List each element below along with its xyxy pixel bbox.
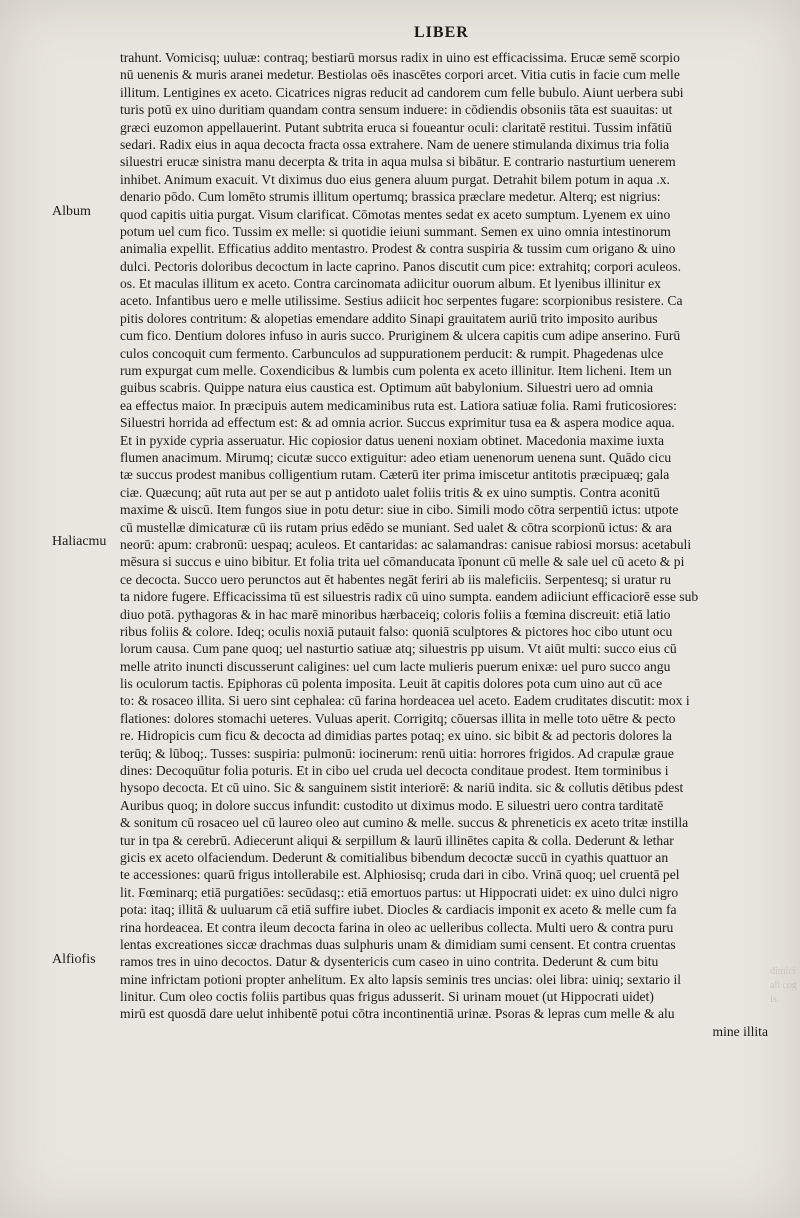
text-line: dines: Decoquūtur folia poturis. Et in cibo uel cruda uel decocta conditaue prodest. Item torminibus i [120, 763, 669, 779]
text-line: os. Et maculas illitum ex aceto. Contra carcinomata adiicitur ouorum album. Et lyenibus illinitur ex [120, 276, 661, 292]
text-line: tur in tpa & cerebrū. Adiecerunt aliqui & serpillum & laurū illinētes capita & colla. Dederunt & lethar [120, 832, 674, 848]
text-line: aceto. Infantibus uero e melle utilissime. Sestius adiicit hoc serpentes fugare: scorpionibus resistere. Ca [120, 293, 683, 309]
text-line: terūq; & lūboq;. Tusses: suspiria: pulmonū: iocinerum: renū uitia: horrores frigidos. Ad crapulæ graue [120, 745, 674, 761]
text-line: nū uenenis & muris aranei medetur. Bestiolas oēs inascētes corpori arcet. Vitia cutis in facie cum melle [120, 67, 680, 83]
text-line: culos concoquit cum fermento. Carbunculos ad suppurationem perducit: & rumpit. Phagedenas ulce [120, 345, 664, 361]
text-line: sedari. Radix eius in aqua decocta fracta ossa extrahere. Nam de uenere stimulanda diximus tria folia [120, 136, 670, 152]
text-line: te accessiones: quarū frigus intollerabile est. Alphiosisq; cruda dari in cibo. Vrinā quoq; uel cruentā pel [120, 867, 680, 883]
text-line: Siluestri horrida ad effectum est: & ad omnia acrior. Succus exprimitur tusa ea & aspera modice aqua. [120, 415, 675, 431]
text-line: pitis dolores contritum: & alopetias emendare addito Sinapi grauitatem auriū trito imposito auribus [120, 310, 658, 326]
text-line: Auribus quoq; in dolore succus infundit: custodito ut diximus modo. E siluestri uero contra tarditatē [120, 797, 664, 813]
text-line: quod capitis uitia purgat. Visum clarificat. Cōmotas mentes sedat ex aceto sumptum. Lyenem ex uino [120, 206, 671, 222]
body-text [120, 49, 768, 1040]
text-line: græci euzomon appellauerint. Putant subtrita eruca si foueantur oculi: claritatē restitui. Tussim infātiū [120, 119, 672, 135]
text-line: pota: itaq; illitā & uuluarum cā etiā suffire iubet. Diocles & cardiacis imponit ex aceto & melle cum fa [120, 902, 677, 918]
text-line: ribus foliis & colore. Ideq; oculis noxiā putauit falso: quoniā sculptores & pictores hoc cibo utunt ocu [120, 623, 673, 639]
text-line: ramos tres in uino decoctos. Datur & dysentericis cum caseo in uino contrita. Dederunt & cum bitu [120, 954, 659, 970]
marginal-note: Alfiofis [52, 951, 96, 967]
text-line: maxime & uiscū. Item fungos siue in potu detur: siue in cibo. Simili modo cōtra serpentiū ictus: utpote [120, 502, 679, 518]
marginal-note: Album [52, 203, 91, 219]
text-line: illitum. Lentigines ex aceto. Cicatrices nigras reducit ad candorem cum felle bubulo. Aiunt uerbera subi [120, 84, 684, 100]
text-line: potum uel cum fico. Tussim ex melle: si quotidie ieiuni summant. Semen ex uino omnia intestinorum [120, 223, 671, 239]
text-line: denario pōdo. Cum lomēto strumis illitum opertumq; brassica præclare medetur. Alterq; est nigrius: [120, 189, 661, 205]
text-line: lis oculorum tactis. Epiphoras cū polenta imposita. Leuit āt capitis dolores pota cum uino aut cū ace [120, 676, 663, 692]
text-line: lorum causa. Cum pane quoq; uel nasturtio satiuæ atq; siluestris pp uisum. Vt aiūt multi: succo eius cū [120, 641, 677, 657]
text-line: mēsura si succus e uino bibitur. Et folia trita uel cōmanducata īponunt cū melle & sale uel cū aceto & pi [120, 554, 685, 570]
text-line: trahunt. Vomicisq; uuluæ: contraq; bestiarū morsus radix in uino est efficacissima. Erucæ semē scorpio [120, 50, 680, 65]
text-line: ciæ. Quæcunq; aūt ruta aut per se aut p antidoto ualet foliis tritis & ex uino sumptis. Contra aconitū [120, 484, 660, 500]
text-line: cum fico. Dentium dolores infuso in auris succo. Pruriginem & ulcera capitis cum adipe anserino. Furū [120, 328, 681, 344]
text-line: flationes: dolores stomachi ueteres. Vuluas aperit. Corrigitq; cōuersas illita in melle toto uētre & pecto [120, 710, 676, 726]
text-line: gicis ex aceto olfaciendum. Dederunt & comitialibus bibendum decoctæ succū in cyathis quattuor an [120, 849, 669, 865]
text-line: animalia expellit. Efficatius addito mentastro. Prodest & contra suspiria & tussim cum origano & uino [120, 241, 676, 257]
text-line: lentas excreationes siccæ drachmas duas sulphuris unam & dimidiam sumi censent. Et contra cruentas [120, 936, 676, 952]
text-line: diuo potā. pythagoras & in hac marē minoribus hærbaceiq; coloris foliis a fœmina discreuit: etiā latio [120, 606, 671, 622]
bleed-through-text: dimici ali cog is. [770, 966, 797, 1005]
text-line: cū mustellæ dimicaturæ cū iis rutam prius edēdo se muniant. Sed ualet & cōtra scorpionū ictus: & ara [120, 519, 672, 535]
text-line: Et in pyxide cypria asseruatur. Hic copiosior datus ueneni noxiam obtinet. Macedonia maxime iuxta [120, 432, 664, 448]
text-line: rum expurgat cum melle. Coxendicibus & lumbis cum polenta ex aceto illinitur. Item licheni. Item un [120, 363, 672, 379]
text-line: ta nidore fugere. Efficacissima tū est siluestris radix cū uino sumpta. eandem adiiciunt efficaciorē esse sub [120, 589, 699, 605]
text-line: neorū: apum: crabronū: uespaq; aculeos. Et cantaridas: ac salamandras: canisue rabiosi morsus: acetabuli [120, 536, 692, 552]
text-line: mine infrictam potioni propter anhelitum. Ex alto lapsis seminis tres uncias: olei libra: uiniq; sextario il [120, 971, 682, 987]
text-line: ea effectus maior. In præcipuis autem medicaminibus ruta est. Latiora satiuæ folia. Rami fruticosiores: [120, 397, 677, 413]
text-line: flumen anacimum. Mirumq; cicutæ succo extiguitur: adeo etiam uenenorum uenena sunt. Quādo cicu [120, 449, 672, 465]
text-line: lit. Fœminarq; etiā purgatiōes: secūdasq;: etiā emortuos partus: ut Hippocrati uidet: ex uino dulci nigro [120, 884, 679, 900]
text-line: guibus scabris. Quippe natura eius caustica est. Optimum aūt babylonium. Siluestri uero ad omnia [120, 380, 654, 396]
text-line: mine illita [712, 1023, 768, 1039]
text-line: ce decocta. Succo uero perunctos aut ēt habentes negāt feriri ab iis maleficiis. Serpentesq; si uratur ru [120, 571, 672, 587]
text-line: re. Hidropicis cum ficu & decocta ad dimidias partes potaq; ex uino. sic bibit & ad pectoris dolores la [120, 728, 672, 744]
text-line: hysopo decocta. Et cū uino. Sic & sanguinem sistit interiorē: & nariū indita. sic & collutis dētibus pdest [120, 780, 684, 796]
text-line: linitur. Cum oleo coctis foliis partibus quas frigus adusserit. Si urinam mouet (ut Hippocrati uidet) [120, 989, 654, 1005]
text-line: to: & rosaceo illita. Si uero sint cephalea: cū farina hordeacea uel aceto. Eadem cruditates discutit: mox i [120, 693, 690, 709]
text-line: siluestri erucæ sinistra manu decerpta & trita in aqua mulsa si bibātur. E contrario nasturtium uenerem [120, 154, 676, 170]
running-head: LIBER [414, 24, 469, 41]
text-line: melle atrito inuncti discusserunt caligines: uel cum lacte mulieris puerum enixæ: uel puro succo angu [120, 658, 671, 674]
text-line: & sonitum cū rosaceo uel cū laureo oleo aut cumino & melle. succus & phreneticis ex aceto tritæ instilla [120, 815, 689, 831]
text-line: dulci. Pectoris doloribus decoctum in lacte caprino. Panos discutit cum pice: extrahitq; corpori aculeos. [120, 258, 681, 274]
text-line: turis potū ex uino duritiam quandam contra sensum induere: in cōdiendis obsoniis tāta est suauitas: ut [120, 102, 673, 118]
text-line: rina hordeacea. Et contra ileum decocta farina in oleo ac uelleribus collecta. Multi uero & contra puru [120, 919, 674, 935]
text-line: tæ succus prodest manibus colligentium rutam. Cæterū iter prima imiscetur antitotis præcipuæq; gala [120, 467, 670, 483]
marginal-note: Haliacmu [52, 534, 107, 550]
text-line: mirū est quosdā dare uelut inhibentē potui cōtra incontinentiā urinæ. Psoras & lepras cum melle & alu [120, 1006, 675, 1022]
text-line: inhibet. Animum exacuit. Vt diximus duo eius genera aluum purgat. Detrahit bilem potum in aqua .x. [120, 171, 670, 187]
